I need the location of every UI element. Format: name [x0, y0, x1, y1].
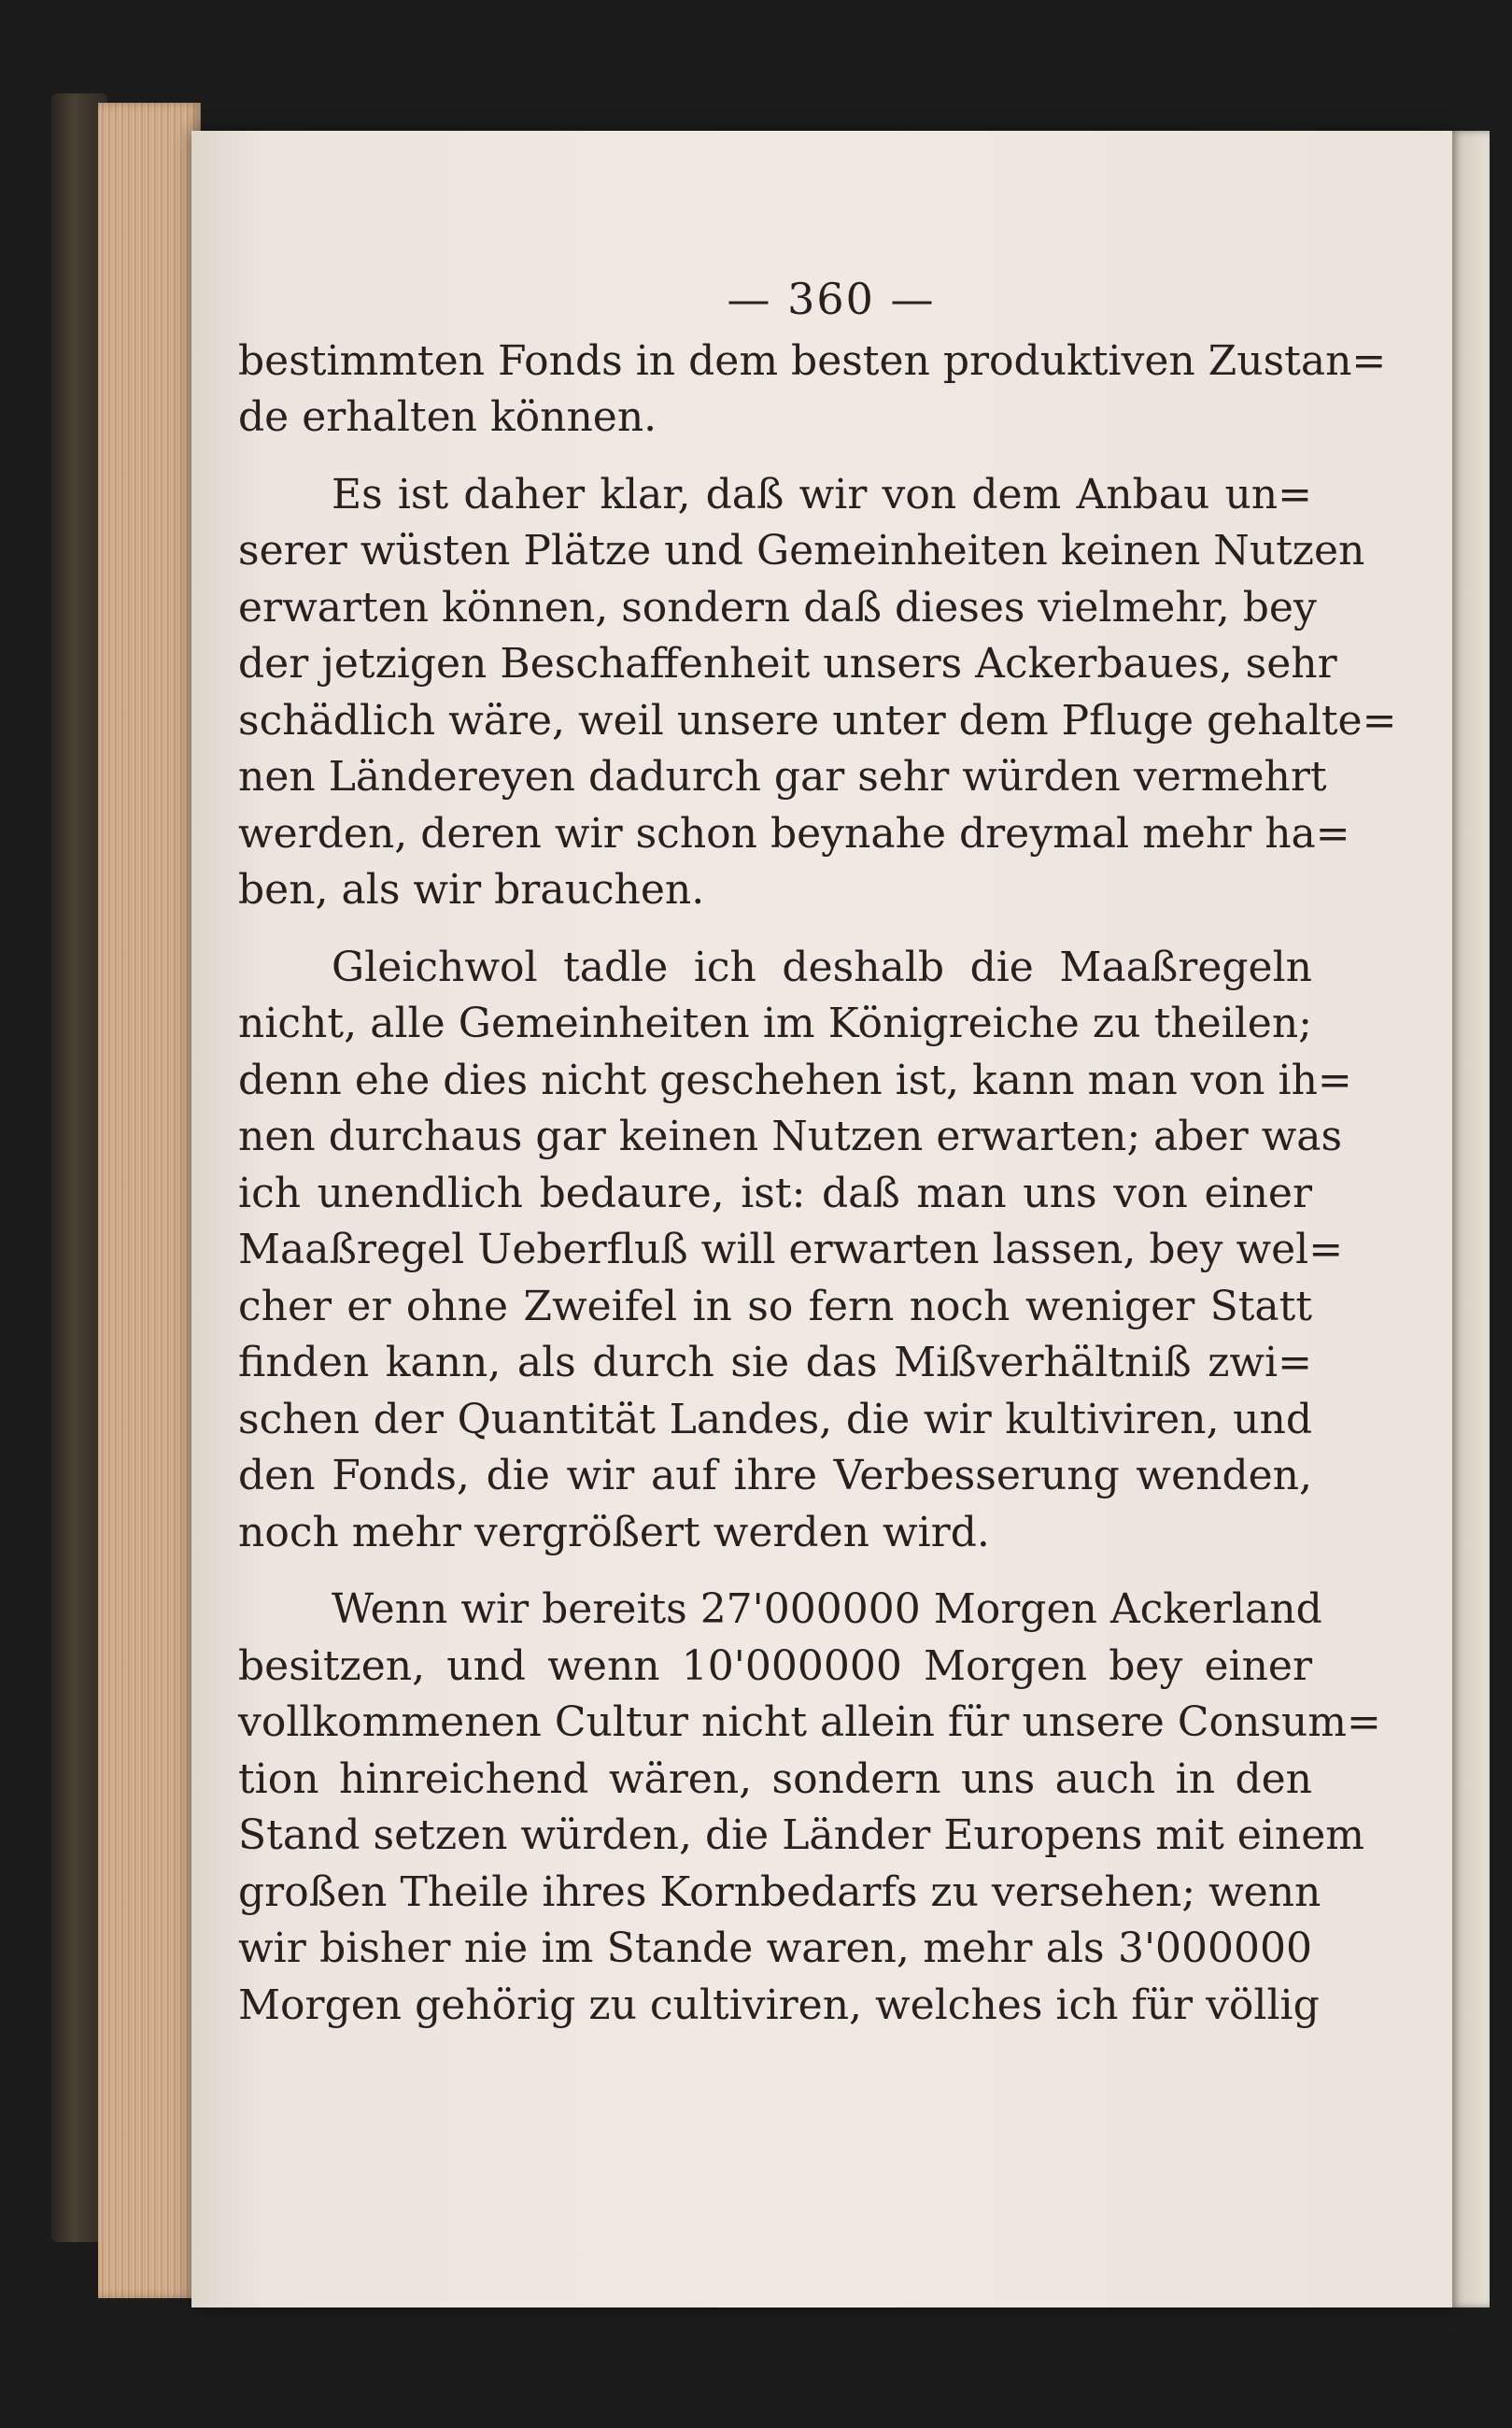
text-line: nen durchaus gar keinen Nutzen erwarten; aber was [238, 1113, 1343, 1160]
text-line: schädlich wäre, weil unsere unter dem Pfluge gehalte= [238, 696, 1397, 745]
text-line: großen Theile ihres Kornbedarfs zu versehen; wenn [238, 1867, 1321, 1916]
text-line: bestimmten Fonds in dem besten produktiven Zustan= [238, 336, 1387, 385]
text-line: Gleichwol tadle ich deshalb die Maaßregeln [332, 943, 1312, 991]
text-line: besitzen, und wenn 10'000000 Morgen bey einer [238, 1641, 1312, 1690]
paragraph-3 [238, 940, 1352, 1562]
text-line: ich unendlich bedaure, ist: daß man uns von einer [238, 1169, 1312, 1217]
text-line: vollkommenen Cultur nicht allein für unsere Consum= [238, 1698, 1381, 1746]
text-line: de erhalten können. [238, 393, 657, 441]
text-line: Wenn wir bereits 27'000000 Morgen Ackerland [332, 1585, 1322, 1633]
text-line: finden kann, als durch sie das Mißverhältniß zwi= [238, 1339, 1312, 1386]
text-line: nicht, alle Gemeinheiten im Königreiche zu theilen; [238, 1000, 1312, 1047]
paragraph-2 [238, 467, 1397, 919]
facing-page-edge [1452, 131, 1490, 2307]
page-number: — 360 — [727, 274, 936, 324]
text-line: den Fonds, die wir auf ihre Verbesserung wenden, [238, 1452, 1312, 1499]
text-line: erwarten können, sondern daß dieses vielmehr, bey [238, 583, 1317, 632]
page-text [238, 271, 1397, 2054]
text-line: nen Ländereyen dadurch gar sehr würden vermehrt [238, 753, 1327, 801]
page-edges [98, 103, 201, 2298]
text-line: noch mehr vergrößert werden wird. [238, 1508, 990, 1556]
text-line: Maaßregel Ueberfluß will erwarten lassen, bey wel= [238, 1226, 1344, 1273]
text-line: serer wüsten Plätze und Gemeinheiten keinen Nutzen [238, 527, 1365, 575]
paragraph-4 [238, 1582, 1381, 2034]
text-line: Stand setzen würden, die Länder Europens mit einem [238, 1811, 1364, 1859]
text-line: denn ehe dies nicht geschehen ist, kann man von ih= [238, 1056, 1352, 1104]
text-line: werden, deren wir schon beynahe dreymal mehr ha= [238, 809, 1350, 858]
text-line: ben, als wir brauchen. [238, 866, 705, 914]
text-line: wir bisher nie im Stande waren, mehr als 3'000000 [238, 1924, 1312, 1972]
paragraph-1 [238, 334, 1387, 447]
text-line: Morgen gehörig zu cultiviren, welches ich für völlig [238, 1981, 1320, 2029]
text-line: Es ist daher klar, daß wir von dem Anbau un= [332, 470, 1312, 518]
text-line: tion hinreichend wären, sondern uns auch in den [238, 1754, 1312, 1803]
text-line: schen der Quantität Landes, die wir kultiviren, und [238, 1395, 1312, 1443]
text-line: cher er ohne Zweifel in so fern noch weniger Statt [238, 1282, 1312, 1330]
text-line: der jetzigen Beschaffenheit unsers Ackerbaues, sehr [238, 640, 1337, 688]
